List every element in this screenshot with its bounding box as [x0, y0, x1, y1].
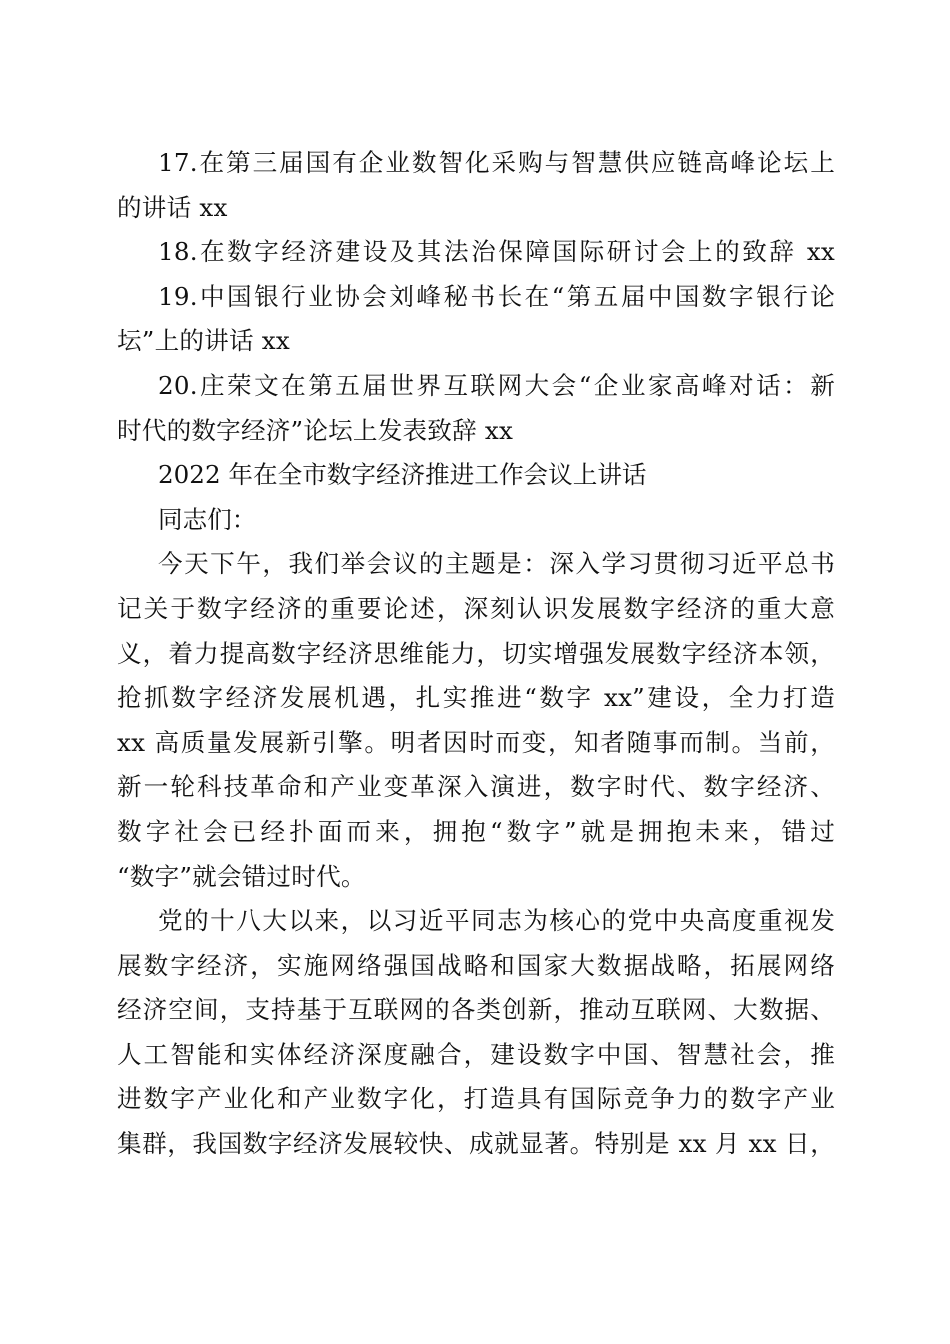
- paragraph-2-line-4: 人工智能和实体经济深度融合，建设数字中国、智慧社会，推: [117, 1039, 835, 1069]
- paragraph-1-line-5: xx 高质量发展新引擎。明者因时而变，知者随事而制。当前，: [117, 727, 835, 757]
- paragraph-1-line-7: 数字社会已经扑面而来，拥抱“数字”就是拥抱未来，错过: [117, 816, 835, 846]
- paragraph-1-line-3: 义，着力提高数字经济思维能力，切实增强发展数字经济本领，: [117, 638, 835, 668]
- paragraph-1-line-2: 记关于数字经济的重要论述，深刻认识发展数字经济的重大意: [117, 593, 835, 623]
- list-item-19-line-1: 19.中国银行业协会刘峰秘书长在“第五届中国数字银行论: [158, 281, 835, 311]
- list-item-17-line-1: 17.在第三届国有企业数智化采购与智慧供应链高峰论坛上: [158, 148, 835, 177]
- paragraph-1-line-8: “数字”就会错过时代。: [117, 861, 366, 891]
- paragraph-2-line-5: 进数字产业化和产业数字化，打造具有国际竞争力的数字产业: [117, 1084, 835, 1114]
- list-item-19-line-2: 坛”上的讲话 xx: [117, 326, 290, 356]
- paragraph-2-line-3: 经济空间，支持基于互联网的各类创新，推动互联网、大数据、: [117, 995, 835, 1025]
- list-item-17-line-2: 的讲话 xx: [117, 192, 228, 222]
- paragraph-2-line-6: 集群，我国数字经济发展较快、成就显著。特别是 xx 月 xx 日，: [117, 1129, 835, 1159]
- paragraph-1-line-4: 抢抓数字经济发展机遇，扎实推进“数字 xx”建设，全力打造: [117, 683, 835, 713]
- paragraph-1-line-6: 新一轮科技革命和产业变革深入演进，数字时代、数字经济、: [117, 772, 835, 802]
- paragraph-2-line-2: 展数字经济，实施网络强国战略和国家大数据战略，拓展网络: [117, 950, 835, 980]
- list-item-20-line-1: 20.庄荣文在第五届世界互联网大会“企业家高峰对话：新: [158, 370, 835, 400]
- paragraph-2-line-1: 党的十八大以来，以习近平同志为核心的党中央高度重视发: [158, 906, 835, 936]
- paragraph-1-line-1: 今天下午，我们举会议的主题是：深入学习贯彻习近平总书: [158, 549, 835, 579]
- list-item-18-line-1: 18.在数字经济建设及其法治保障国际研讨会上的致辞 xx: [158, 237, 835, 267]
- document-body: [117, 141, 835, 1167]
- salutation: 同志们：: [158, 504, 257, 534]
- speech-title: 2022 年在全市数字经济推进工作会议上讲话: [158, 460, 647, 490]
- list-item-20-line-2: 时代的数字经济”论坛上发表致辞 xx: [117, 415, 514, 445]
